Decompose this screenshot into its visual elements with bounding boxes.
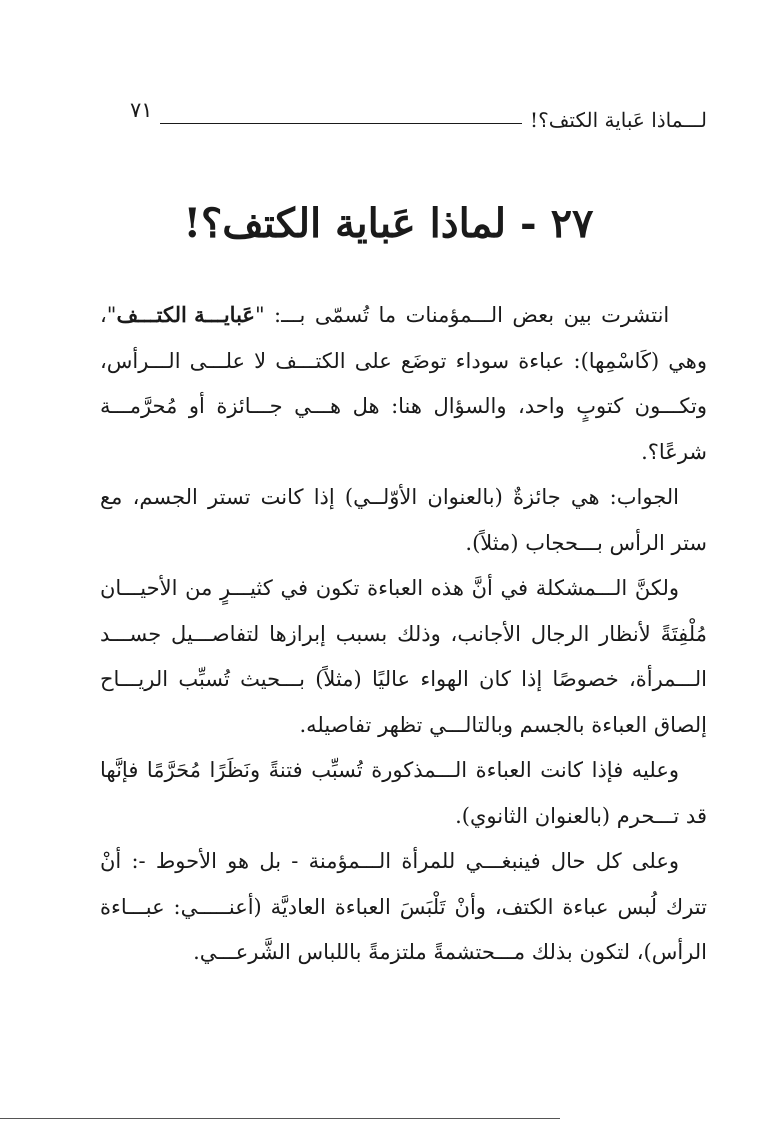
paragraph: وعليه فإذا كانت العباءة الـــمذكورة تُسبِّب فتنةً ونَظَرًا مُحَرَّمًا فإنَّها قد تـــحرم (بالعنوان الثانوي).: [100, 758, 707, 828]
footer-rule: [0, 1118, 560, 1119]
paragraph-tail: "، وهي (كَاسْمِها): عباءة سوداء توضَع على الكتـــف لا علـــى الـــرأس، وتكـــون كتوبٍ واحد، والسؤال هنا: هل هـــي جـــائزة أو مُحرَّمـــة شرعًا؟.: [100, 303, 707, 464]
body-text: [100, 292, 707, 976]
term-highlight: عَبايـــة الكتـــف: [116, 302, 255, 327]
page-number: ٧١: [130, 98, 153, 122]
paragraph: الجواب: هي جائزةٌ (بالعنوان الأوّلــي) إذا كانت تستر الجسم، مع ستر الرأس بـــحجاب (مثلاً).: [100, 485, 707, 555]
paragraph-lead: انتشرت بين بعض الـــمؤمنات ما تُسمّى بـــ: ": [254, 303, 670, 327]
paragraph: [100, 292, 707, 475]
paragraph: ولكنَّ الـــمشكلة في أنَّ هذه العباءة تكون في كثيـــرٍ من الأحيـــان مُلْفِتَةً لأنظار الرجال الأجانب، وذلك بسبب إبرازها لتفاصـــيل جســـد الـــمرأة، خصوصًا إذا كان الهواء عاليًا (مثلاً) بـــحيث تُسبِّب الريـــاح إلصاق العباءة بالجسم وبالتالـــي تظهر تفاصيله.: [100, 576, 707, 737]
chapter-title: ٢٧ - لماذا عَباية الكتف؟!: [183, 200, 594, 247]
running-title: لـــماذا عَباية الكتف؟!: [530, 108, 707, 132]
paragraph: وعلى كل حال فينبغـــي للمرأة الـــمؤمنة - بل هو الأحوط -: أنْ تترك لُبس عباءة الكتف، وأنْ تَلْبَسَ العباءة العاديَّة (أعنـــــي: عبـــاءة الرأس)، لتكون بذلك مـــحتشمةً ملتزمةً باللباس الشَّرعـــي.: [100, 849, 707, 964]
running-header: [120, 92, 707, 132]
header-rule: [160, 123, 522, 124]
